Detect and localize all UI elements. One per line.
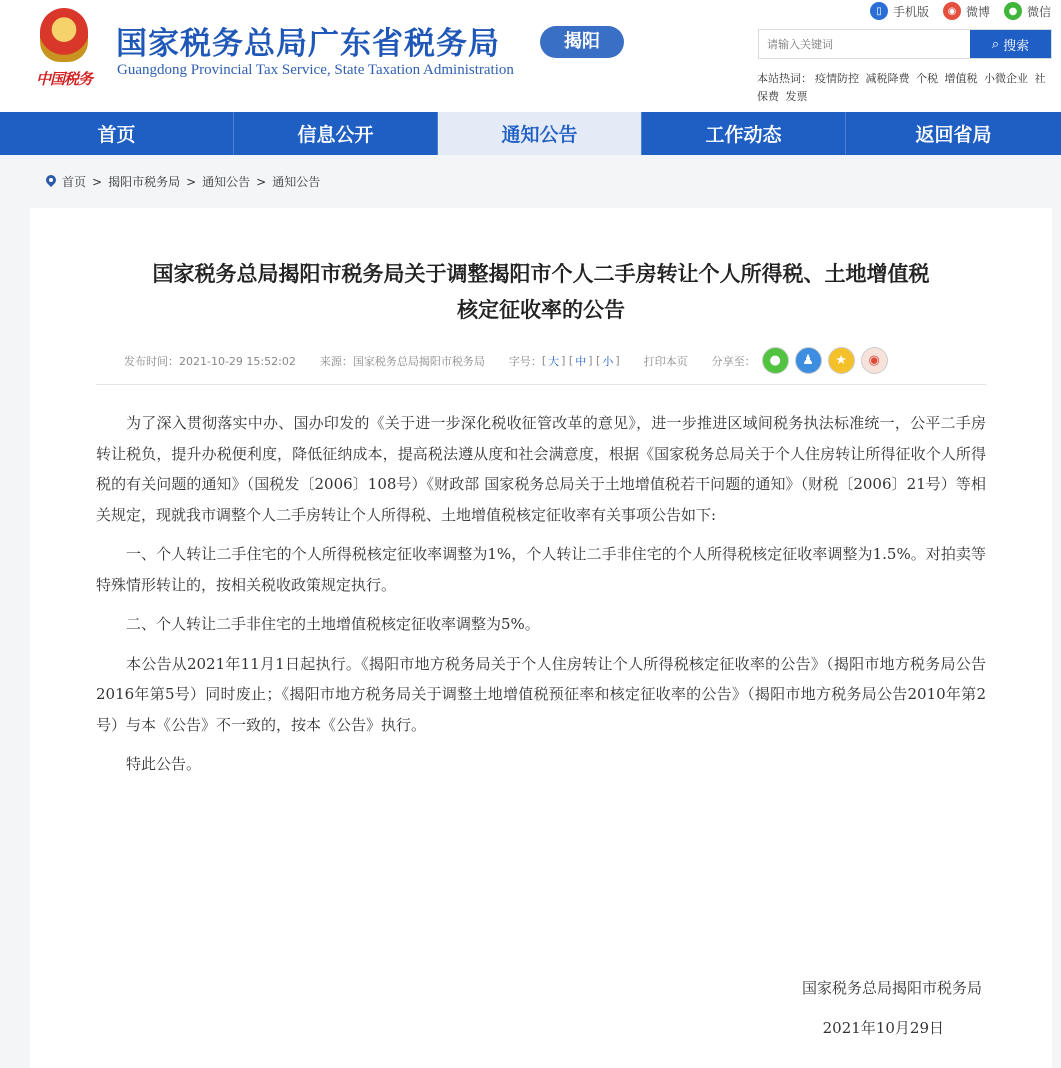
tax-emblem-logo[interactable] [30,8,98,98]
hot-word[interactable]: 小微企业 [984,72,1028,85]
sign-date: 2021年10月29日 [822,1019,944,1037]
print-button[interactable]: 打印本页 [643,354,688,368]
nav-item-notices[interactable]: 通知公告 [438,112,642,155]
nav-item-home[interactable]: 首页 [0,112,234,155]
search-box [758,29,1052,59]
share-label: 分享至： [711,354,756,368]
font-size-small-button[interactable]: 小 [602,354,614,368]
article-title-line: 核定征收率的公告 [457,298,625,322]
breadcrumb-item[interactable]: 揭阳市税务局 [108,175,181,189]
wechat-link[interactable] [1004,2,1051,20]
mobile-icon: ▯ [870,2,888,20]
article-paragraph: 特此公告。 [126,755,202,773]
breadcrumb-item[interactable]: 通知公告 [202,175,251,189]
main-nav [0,112,1061,155]
nav-item-back-province[interactable]: 返回省局 [915,124,992,146]
article-title [30,256,1052,328]
site-title[interactable]: 国家税务总局广东省税务局 [116,26,500,62]
breadcrumb-item[interactable]: 首页 [62,175,87,189]
qq-share-icon[interactable]: ♟ [795,347,822,374]
hot-words-label: 本站热词： [757,72,812,85]
title-divider [96,384,986,385]
weibo-link[interactable] [943,2,990,20]
nav-item-info[interactable]: 信息公开 [234,112,438,155]
breadcrumb-separator: > [186,174,197,189]
qzone-share-icon[interactable]: ★ [828,347,855,374]
weibo-share-icon[interactable]: ◉ [861,347,888,374]
search-input[interactable] [759,30,970,58]
article-paragraph: 二、个人转让二手非住宅的土地增值税核定征收率调整为5%。 [126,615,540,633]
emblem-text: 中国税务 [35,70,92,88]
hot-words [757,70,1047,106]
article-card [30,208,1052,1068]
top-link-label: 微信 [1026,4,1051,19]
font-size-large-button[interactable]: 大 [548,354,560,368]
top-link-label: 微博 [965,4,990,19]
article-meta: 发布时间：2021-10-29 15:52:02 来源：国家税务总局揭阳市税务局 字号： [ 大 ] [ 中 ] [ 小 ] 打印本页 分享至： ● ♟ ★ ◉ [124,347,888,374]
publish-time: 发布时间：2021-10-29 15:52:02 [124,354,296,368]
hot-word[interactable]: 疫情防控 [815,72,859,85]
breadcrumb-separator: > [256,174,267,189]
weibo-icon: ◉ [943,2,961,20]
article-paragraph: 本公告从2021年11月1日起执行。《揭阳市地方税务局关于个人住房转让个人所得税核定征收率的公告》（揭阳市地方税务局公告2016年第5号）同时废止；《揭阳市地方税务局关于调整土地增值税预征率和核定征收率的公告》（揭阳市地方税务局公告2010年第2号）与本《公告》不一致的，按本《公告》执行。 [96,654,986,734]
city-badge: 揭阳 [540,26,624,58]
share-icons [762,347,888,374]
wechat-share-icon[interactable]: ● [762,347,789,374]
breadcrumb-item[interactable]: 通知公告 [272,175,321,189]
article-body [96,408,986,789]
hot-word[interactable]: 增值税 [944,72,978,85]
font-size-medium-button[interactable]: 中 [575,354,587,368]
top-links [870,2,1051,20]
article-source: 来源：国家税务总局揭阳市税务局 [319,354,485,368]
article-paragraph: 为了深入贯彻落实中办、国办印发的《关于进一步深化税收征管改革的意见》，进一步推进区域间税务执法标准统一，公平二手房转让税负，提升办税便利度，降低征纳成本，提高税法遵从度和社会满意度，根据《国家税务总局关于个人住房转让所得征收个人所得税的有关问题的通知》（国税发〔2006〕108号）《财政部 国家税务总局关于土地增值税若干问题的通知》（财税〔2006〕21号）等相关规定，现就我市调整个人二手房转让个人所得税、土地增值税核定征收率有关事项公告如下: [96,414,986,524]
article-title-line: 国家税务总局揭阳市税务局关于调整揭阳市个人二手房转让个人所得税、土地增值税 [152,262,930,286]
hot-word[interactable]: 减税降费 [865,72,910,85]
search-icon: ⌕ [991,36,1000,52]
breadcrumb [46,173,320,190]
font-size-label: 字号： [508,354,542,368]
nav-item-work[interactable]: 工作动态 [642,112,846,155]
search-button-label: 搜索 [1003,38,1030,54]
article-paragraph: 一、个人转让二手住宅的个人所得税核定征收率调整为1%，个人转让二手非住宅的个人所得税核定征收率调整为1.5%。对拍卖等特殊情形转让的，按相关税收政策规定执行。 [96,545,986,594]
top-link-label: 手机版 [892,4,929,19]
emblem-seal-icon [40,8,88,62]
hot-word[interactable]: 社保费 [757,72,1046,103]
hot-word[interactable]: 个税 [916,72,938,85]
site-subtitle: Guangdong Provincial Tax Service, State Taxation Administration [117,62,514,78]
hot-word[interactable]: 发票 [785,90,808,103]
site-header [0,0,1061,112]
breadcrumb-separator: > [92,174,103,189]
article-signature [802,968,982,1048]
location-pin-icon [46,175,56,188]
wechat-icon: ● [1004,2,1022,20]
signer: 国家税务总局揭阳市税务局 [801,979,982,997]
mobile-version-link[interactable] [870,2,929,20]
search-button[interactable] [970,30,1051,58]
